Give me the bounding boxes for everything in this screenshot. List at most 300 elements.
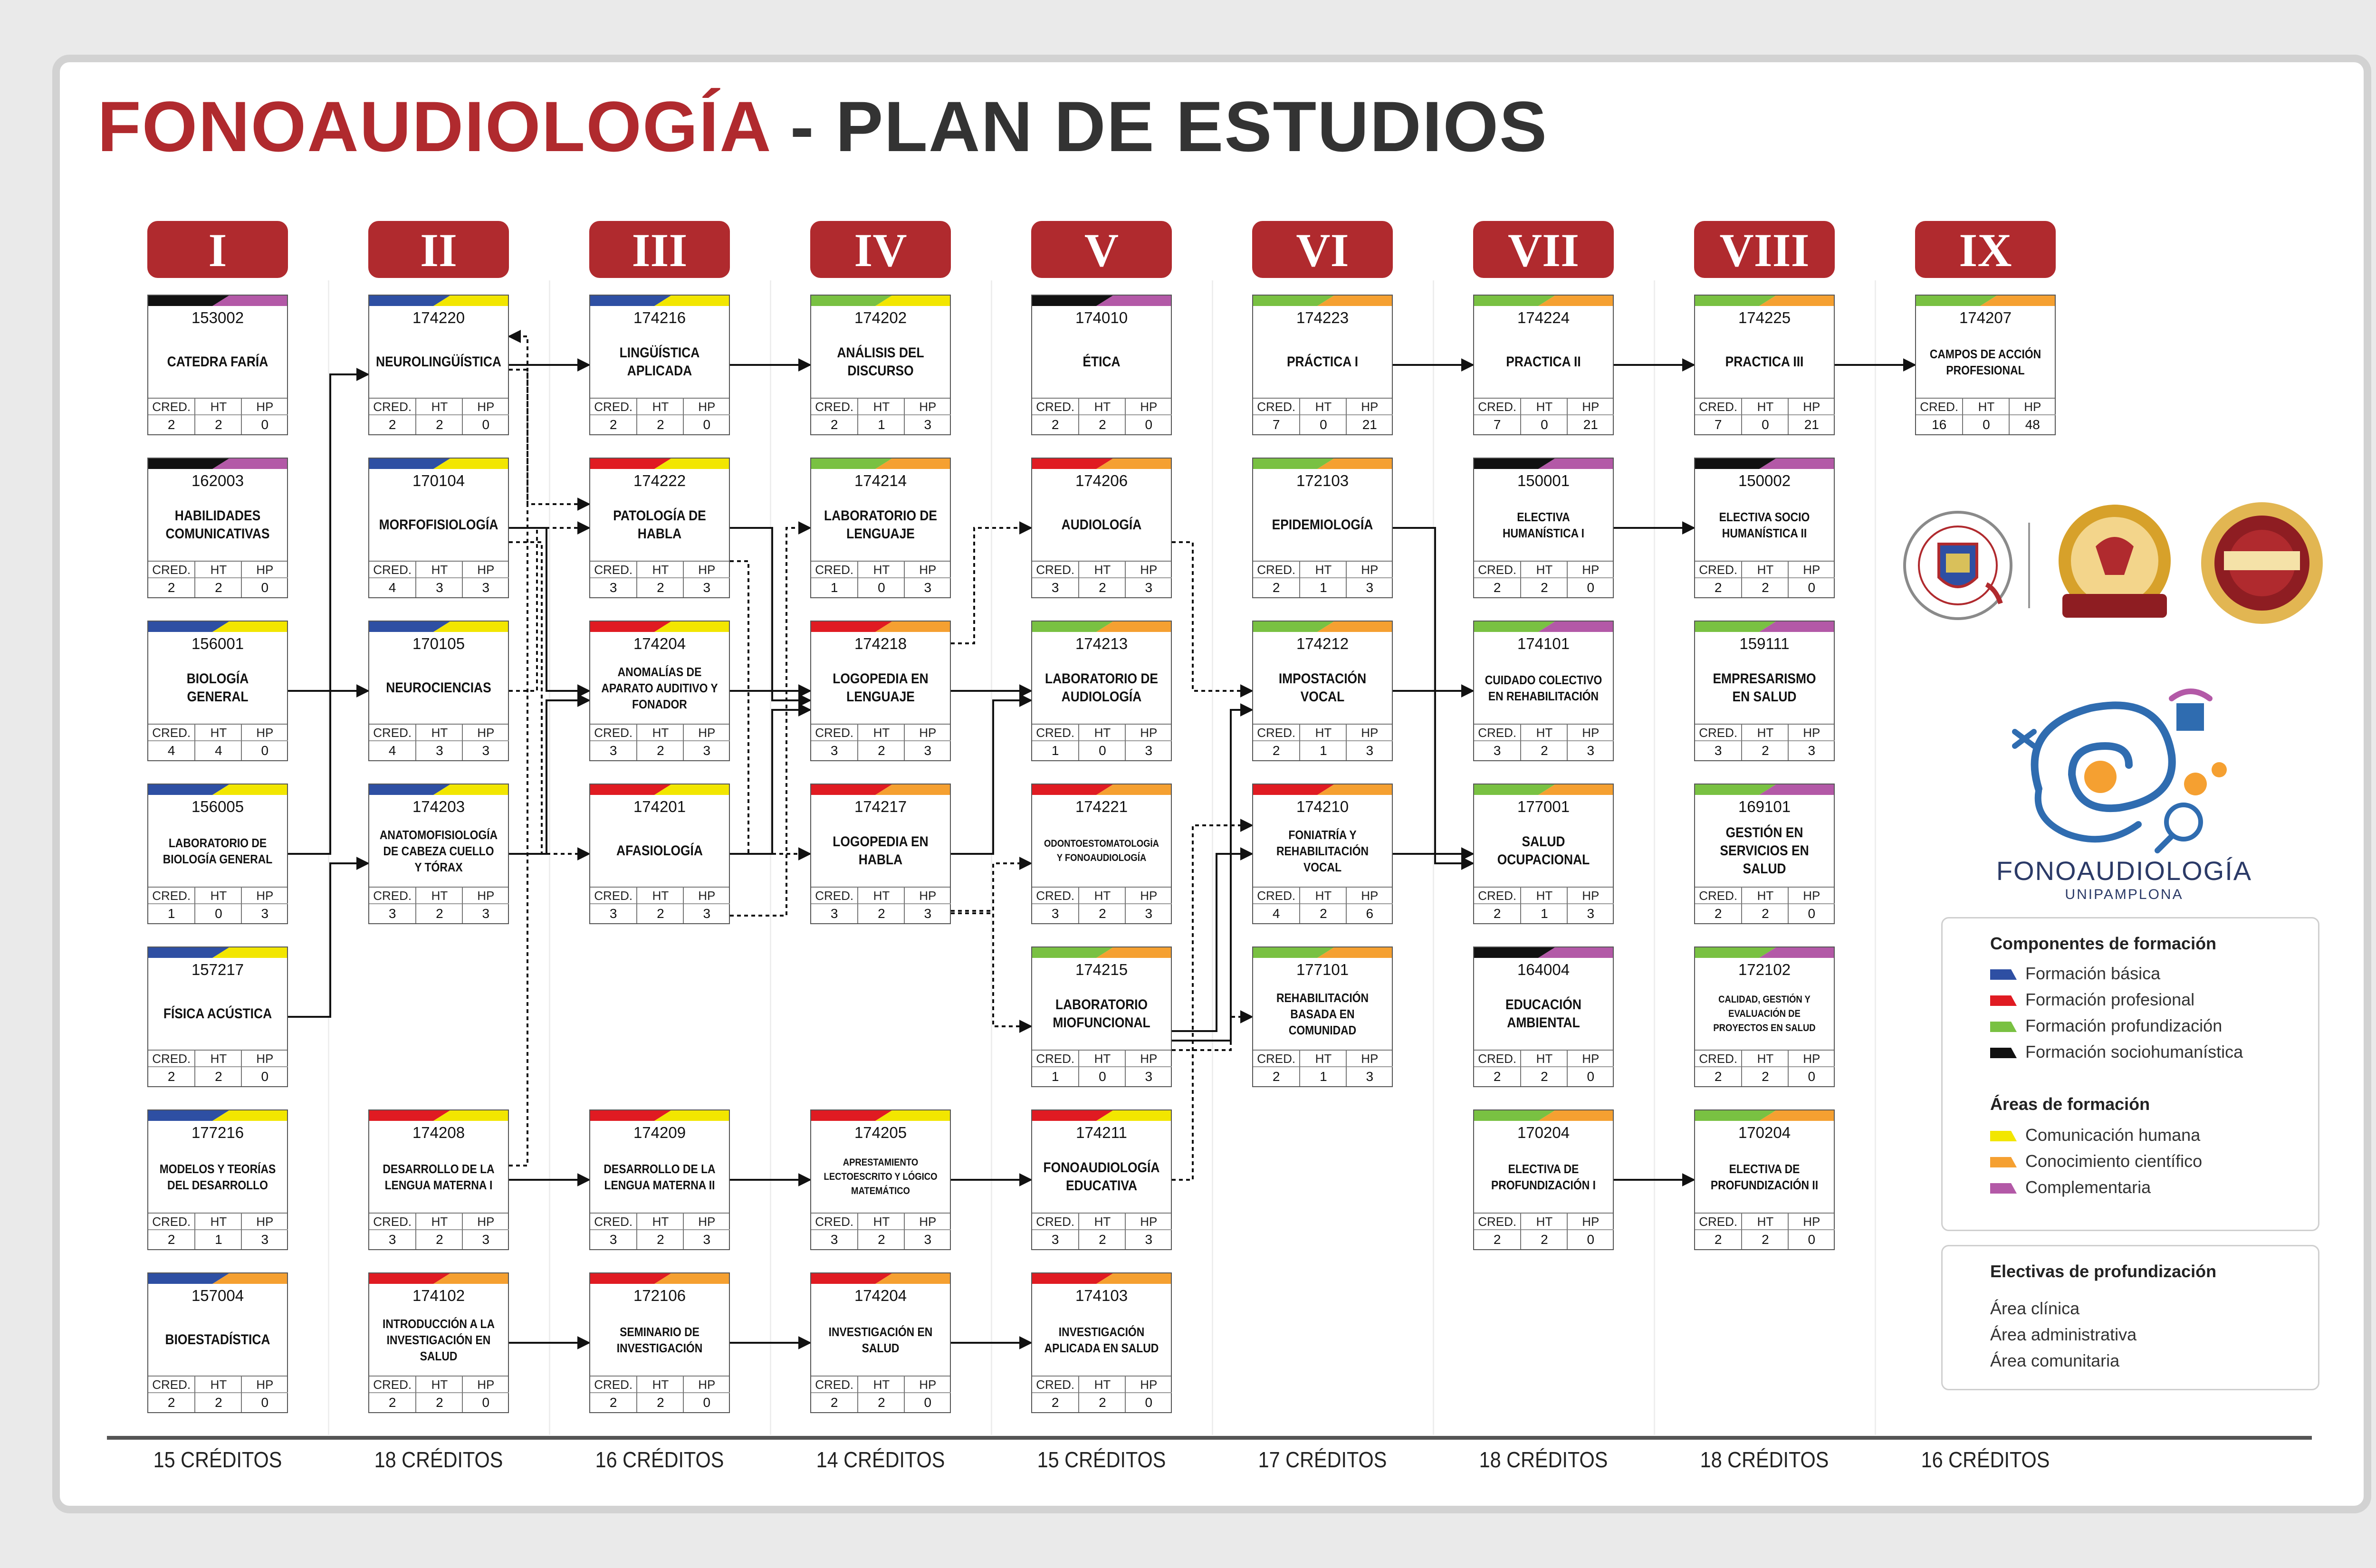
course-name: CATEDRA FARÍA bbox=[167, 354, 268, 370]
hp-label: HP bbox=[698, 1214, 716, 1229]
course-code: 174225 bbox=[1738, 309, 1791, 326]
cred-label: CRED. bbox=[152, 1214, 191, 1229]
course-code: 170105 bbox=[412, 635, 465, 652]
ht-label: HT bbox=[210, 1214, 227, 1229]
cred-label: CRED. bbox=[1478, 889, 1517, 903]
course-code: 174205 bbox=[854, 1124, 907, 1141]
course-card[interactable] bbox=[589, 621, 730, 761]
course-card[interactable] bbox=[810, 458, 951, 598]
cred-label: CRED. bbox=[1257, 726, 1296, 740]
cred-value: 3 bbox=[811, 1229, 857, 1249]
course-name: IMPOSTACIÓN VOCAL bbox=[1278, 670, 1367, 705]
semester-credits: 18 CRÉDITOS bbox=[1479, 1447, 1608, 1472]
semester-credits: 14 CRÉDITOS bbox=[816, 1447, 945, 1472]
course-hours-table bbox=[1695, 398, 1834, 434]
component-color-bar bbox=[148, 621, 287, 632]
ht-value: 0 bbox=[858, 577, 904, 597]
hp-value: 21 bbox=[1347, 414, 1393, 434]
course-name: ÉTICA bbox=[1083, 354, 1121, 370]
hp-value: 0 bbox=[1126, 1392, 1172, 1412]
course-code: 174204 bbox=[854, 1287, 907, 1304]
prerequisite-arrow bbox=[730, 691, 810, 700]
course-hours-table bbox=[590, 1376, 729, 1412]
course-name: PRACTICA III bbox=[1725, 354, 1804, 370]
ht-value: 2 bbox=[1079, 577, 1125, 597]
cred-value: 3 bbox=[369, 903, 415, 923]
ht-value: 2 bbox=[637, 414, 683, 434]
course-name: ELECTIVA HUMANÍSTICA I bbox=[1502, 509, 1585, 540]
hp-value: 3 bbox=[1347, 740, 1393, 760]
course-name: FONOAUDIOLOGÍA EDUCATIVA bbox=[1043, 1159, 1160, 1194]
university-seal-icon bbox=[1905, 512, 2011, 619]
course-card[interactable] bbox=[810, 784, 951, 924]
course-card[interactable] bbox=[1473, 295, 1614, 435]
cred-value: 7 bbox=[1253, 414, 1299, 434]
course-hours-table bbox=[811, 724, 950, 760]
course-card[interactable] bbox=[1473, 1109, 1614, 1250]
course-card[interactable] bbox=[1252, 295, 1393, 435]
ht-label: HT bbox=[652, 400, 669, 414]
electiva-area: Área clínica bbox=[1990, 1299, 2080, 1318]
component-color-bar bbox=[1253, 459, 1392, 469]
cred-value: 1 bbox=[1032, 740, 1078, 760]
hp-value: 0 bbox=[1789, 903, 1835, 923]
course-name: MODELOS Y TEORÍAS DEL DESARROLLO bbox=[159, 1161, 276, 1192]
hp-value: 0 bbox=[1568, 577, 1614, 597]
component-color-bar bbox=[1032, 621, 1171, 632]
ht-label: HT bbox=[1536, 889, 1553, 903]
component-color-bar bbox=[369, 296, 508, 306]
legend-item bbox=[1990, 1151, 2202, 1171]
course-card[interactable] bbox=[147, 947, 288, 1087]
hp-value: 3 bbox=[1347, 577, 1393, 597]
ht-value: 1 bbox=[195, 1229, 241, 1249]
hp-label: HP bbox=[919, 1377, 937, 1392]
brand-name: FONOAUDIOLOGÍA bbox=[1996, 856, 2252, 886]
course-name: SALUD OCUPACIONAL bbox=[1497, 833, 1590, 868]
hp-label: HP bbox=[477, 1377, 495, 1392]
cred-value: 1 bbox=[811, 577, 857, 597]
cred-value: 3 bbox=[1695, 740, 1741, 760]
ht-label: HT bbox=[210, 1377, 227, 1392]
hp-value: 0 bbox=[1568, 1229, 1614, 1249]
legend-swatch-icon bbox=[1990, 1183, 2017, 1194]
hp-value: 0 bbox=[463, 1392, 509, 1412]
course-card[interactable] bbox=[1694, 295, 1835, 435]
ht-value: 0 bbox=[1079, 1066, 1125, 1086]
course-name: HABILIDADES COMUNICATIVAS bbox=[165, 507, 270, 542]
prerequisite-arrow bbox=[730, 528, 810, 916]
ht-label: HT bbox=[431, 400, 448, 414]
course-card[interactable] bbox=[1031, 621, 1172, 761]
cred-label: CRED. bbox=[373, 400, 412, 414]
course-card[interactable] bbox=[589, 784, 730, 924]
course-code: 174210 bbox=[1296, 798, 1349, 815]
ht-label: HT bbox=[210, 563, 227, 577]
hp-value: 0 bbox=[242, 740, 288, 760]
course-name: INTRODUCCIÓN A LA INVESTIGACIÓN EN SALUD bbox=[382, 1316, 495, 1363]
cred-label: CRED. bbox=[1699, 1052, 1738, 1066]
course-card[interactable] bbox=[1473, 458, 1614, 598]
course-hours-table bbox=[1032, 1376, 1171, 1412]
course-card[interactable] bbox=[368, 458, 509, 598]
component-color-bar bbox=[148, 947, 287, 958]
course-hours-table bbox=[590, 887, 729, 923]
course-card[interactable] bbox=[368, 295, 509, 435]
hp-value: 0 bbox=[1789, 577, 1835, 597]
course-name: LABORATORIO DE BIOLOGÍA GENERAL bbox=[163, 835, 273, 866]
course-hours-table bbox=[1253, 887, 1392, 923]
course-hours-table bbox=[1032, 1050, 1171, 1086]
course-code: 174224 bbox=[1517, 309, 1570, 326]
semester-header: II bbox=[368, 221, 509, 278]
ht-value: 2 bbox=[1521, 1066, 1567, 1086]
cred-value: 2 bbox=[1474, 577, 1520, 597]
course-name: ANATOMOFISIOLOGÍA DE CABEZA CUELLO Y TÓRAX bbox=[379, 827, 498, 874]
course-card[interactable] bbox=[147, 1109, 288, 1250]
course-code: 174213 bbox=[1075, 635, 1128, 652]
ht-label: HT bbox=[1315, 400, 1332, 414]
semester-header: V bbox=[1031, 221, 1172, 278]
course-hours-table bbox=[1032, 561, 1171, 597]
cred-value: 2 bbox=[1695, 577, 1741, 597]
course-card[interactable] bbox=[589, 458, 730, 598]
course-hours-table bbox=[1032, 724, 1171, 760]
cred-value: 3 bbox=[590, 740, 636, 760]
component-color-bar bbox=[1474, 1110, 1613, 1121]
course-name: ANÁLISIS DEL DISCURSO bbox=[837, 344, 924, 379]
component-color-bar bbox=[590, 1110, 729, 1121]
cred-label: CRED. bbox=[1478, 726, 1517, 740]
course-card[interactable] bbox=[1252, 621, 1393, 761]
hp-value: 3 bbox=[242, 1229, 288, 1249]
cred-value: 2 bbox=[1695, 1229, 1741, 1249]
hp-value: 3 bbox=[1568, 740, 1614, 760]
course-code: 172106 bbox=[633, 1287, 686, 1304]
course-hours-table bbox=[1695, 887, 1834, 923]
component-color-bar bbox=[1032, 784, 1171, 795]
cred-value: 4 bbox=[148, 740, 194, 760]
hp-label: HP bbox=[1582, 563, 1600, 577]
component-color-bar bbox=[148, 784, 287, 795]
cred-label: CRED. bbox=[1257, 563, 1296, 577]
course-card[interactable] bbox=[1252, 784, 1393, 924]
ht-label: HT bbox=[652, 726, 669, 740]
course-card[interactable] bbox=[810, 1109, 951, 1250]
ht-label: HT bbox=[873, 400, 890, 414]
course-card[interactable] bbox=[368, 1109, 509, 1250]
course-code: 174218 bbox=[854, 635, 907, 652]
cred-value: 2 bbox=[1474, 1066, 1520, 1086]
ht-value: 2 bbox=[195, 1066, 241, 1086]
course-card[interactable] bbox=[1031, 458, 1172, 598]
hp-value: 3 bbox=[905, 740, 951, 760]
legend-label: Formación profesional bbox=[2025, 990, 2195, 1009]
international-accreditation-icon bbox=[2201, 502, 2323, 624]
course-card[interactable] bbox=[368, 1272, 509, 1413]
hp-value: 6 bbox=[1347, 903, 1393, 923]
prerequisite-arrow bbox=[288, 863, 368, 1017]
course-card[interactable] bbox=[589, 1272, 730, 1413]
course-code: 174103 bbox=[1075, 1287, 1128, 1304]
course-hours-table bbox=[369, 887, 508, 923]
course-code: 177101 bbox=[1296, 961, 1349, 978]
course-card[interactable] bbox=[1031, 1272, 1172, 1413]
ht-value: 2 bbox=[416, 1229, 462, 1249]
course-name: CUIDADO COLECTIVO EN REHABILITACIÓN bbox=[1485, 672, 1602, 703]
prerequisite-arrow bbox=[730, 528, 810, 691]
prerequisite-arrow bbox=[509, 370, 589, 504]
cred-label: CRED. bbox=[1699, 726, 1738, 740]
semester-header: IV bbox=[810, 221, 951, 278]
cred-value: 3 bbox=[811, 903, 857, 923]
hp-value: 3 bbox=[905, 577, 951, 597]
component-color-bar bbox=[811, 459, 950, 469]
hp-value: 3 bbox=[1126, 1229, 1172, 1249]
course-card[interactable] bbox=[589, 295, 730, 435]
cred-label: CRED. bbox=[594, 400, 633, 414]
course-code: 169101 bbox=[1738, 798, 1791, 815]
course-code: 156001 bbox=[191, 635, 244, 652]
legend-swatch-icon bbox=[1990, 995, 2017, 1006]
course-card[interactable] bbox=[1252, 458, 1393, 598]
course-card[interactable] bbox=[810, 295, 951, 435]
title-rest: - PLAN DE ESTUDIOS bbox=[790, 86, 1548, 166]
cred-value: 3 bbox=[590, 903, 636, 923]
course-card[interactable] bbox=[368, 621, 509, 761]
course-card[interactable] bbox=[1915, 295, 2056, 435]
ht-value: 2 bbox=[637, 577, 683, 597]
course-card[interactable] bbox=[1031, 947, 1172, 1087]
cred-label: CRED. bbox=[152, 726, 191, 740]
ht-value: 2 bbox=[858, 903, 904, 923]
course-card[interactable] bbox=[147, 621, 288, 761]
ht-value: 2 bbox=[416, 903, 462, 923]
course-card[interactable] bbox=[1694, 458, 1835, 598]
semester-header: III bbox=[589, 221, 730, 278]
component-color-bar bbox=[369, 1273, 508, 1284]
semester-header: VII bbox=[1473, 221, 1614, 278]
legend-label: Formación profundización bbox=[2025, 1016, 2223, 1035]
hp-label: HP bbox=[1140, 1052, 1158, 1066]
prerequisite-arrow bbox=[1172, 1017, 1252, 1050]
course-card[interactable] bbox=[1694, 1109, 1835, 1250]
ht-value: 1 bbox=[1300, 740, 1346, 760]
electiva-area: Área administrativa bbox=[1990, 1325, 2137, 1344]
cred-value: 3 bbox=[369, 1229, 415, 1249]
cred-label: CRED. bbox=[1699, 1214, 1738, 1229]
course-hours-table bbox=[1474, 398, 1613, 434]
cred-label: CRED. bbox=[594, 1214, 633, 1229]
cred-label: CRED. bbox=[815, 1377, 854, 1392]
ht-value: 2 bbox=[416, 414, 462, 434]
ht-value: 4 bbox=[195, 740, 241, 760]
bottom-rule bbox=[107, 1436, 2312, 1440]
course-code: 162003 bbox=[191, 472, 244, 489]
accreditation-seals bbox=[1901, 494, 2338, 637]
cred-label: CRED. bbox=[1036, 1052, 1075, 1066]
component-color-bar bbox=[1474, 459, 1613, 469]
ht-label: HT bbox=[210, 400, 227, 414]
course-code: 156005 bbox=[191, 798, 244, 815]
component-color-bar bbox=[1253, 947, 1392, 958]
brand-subtitle: UNIPAMPLONA bbox=[2065, 887, 2184, 902]
legend-item bbox=[1990, 1016, 2222, 1036]
course-card[interactable] bbox=[810, 1272, 951, 1413]
ht-label: HT bbox=[431, 563, 448, 577]
course-name: INVESTIGACIÓN APLICADA EN SALUD bbox=[1044, 1324, 1159, 1355]
ht-value: 2 bbox=[416, 1392, 462, 1412]
course-code: 172103 bbox=[1296, 472, 1349, 489]
cred-label: CRED. bbox=[152, 1377, 191, 1392]
hp-label: HP bbox=[1582, 400, 1600, 414]
cred-label: CRED. bbox=[1036, 889, 1075, 903]
hp-label: HP bbox=[1582, 889, 1600, 903]
cred-label: CRED. bbox=[373, 1214, 412, 1229]
component-color-bar bbox=[369, 784, 508, 795]
course-code: 174216 bbox=[633, 309, 686, 326]
component-color-bar bbox=[1253, 296, 1392, 306]
course-hours-table bbox=[1253, 398, 1392, 434]
ht-value: 1 bbox=[1300, 1066, 1346, 1086]
cred-value: 2 bbox=[1695, 903, 1741, 923]
hp-value: 0 bbox=[242, 577, 288, 597]
cred-label: CRED. bbox=[594, 889, 633, 903]
accreditation-badge-icon bbox=[2059, 505, 2171, 618]
semester-credits: 15 CRÉDITOS bbox=[1037, 1447, 1166, 1472]
prerequisite-arrow bbox=[730, 561, 810, 854]
legend-item bbox=[1990, 990, 2194, 1010]
hp-label: HP bbox=[1582, 1052, 1600, 1066]
course-name: CALIDAD, GESTIÓN Y EVALUACIÓN DE PROYECTOS EN SALUD bbox=[1713, 994, 1816, 1033]
hp-label: HP bbox=[256, 1214, 274, 1229]
course-name: LABORATORIO MIOFUNCIONAL bbox=[1053, 996, 1150, 1031]
course-name: BIOESTADÍSTICA bbox=[165, 1331, 270, 1348]
legend-label: Comunicación humana bbox=[2025, 1125, 2201, 1145]
cred-label: CRED. bbox=[152, 889, 191, 903]
cred-value: 2 bbox=[1032, 414, 1078, 434]
course-card[interactable] bbox=[1473, 784, 1614, 924]
course-card[interactable] bbox=[147, 1272, 288, 1413]
course-hours-table bbox=[1695, 561, 1834, 597]
component-color-bar bbox=[811, 621, 950, 632]
legend-label: Formación sociohumanística bbox=[2025, 1042, 2243, 1061]
semester-credits: 18 CRÉDITOS bbox=[374, 1447, 503, 1472]
component-color-bar bbox=[1032, 1110, 1171, 1121]
course-card[interactable] bbox=[1694, 784, 1835, 924]
ht-label: HT bbox=[873, 726, 890, 740]
course-name: APRESTAMIENTO LECTOESCRITO Y LÓGICO MATEMÁTICO bbox=[824, 1157, 938, 1196]
course-name: MORFOFISIOLOGÍA bbox=[379, 516, 498, 533]
ht-value: 2 bbox=[637, 903, 683, 923]
cred-label: CRED. bbox=[1036, 1377, 1075, 1392]
cred-value: 2 bbox=[148, 414, 194, 434]
ht-value: 2 bbox=[1521, 577, 1567, 597]
component-color-bar bbox=[590, 296, 729, 306]
course-card[interactable] bbox=[1031, 295, 1172, 435]
title-main: FONOAUDIOLOGÍA bbox=[97, 86, 770, 166]
component-color-bar bbox=[148, 1273, 287, 1284]
course-name: INVESTIGACIÓN EN SALUD bbox=[828, 1324, 933, 1355]
hp-value: 0 bbox=[242, 1392, 288, 1412]
ht-label: HT bbox=[431, 1214, 448, 1229]
prerequisite-arrow bbox=[951, 700, 1031, 854]
ht-label: HT bbox=[873, 563, 890, 577]
ht-label: HT bbox=[1757, 1052, 1774, 1066]
course-code: 174010 bbox=[1075, 309, 1128, 326]
course-name: CAMPOS DE ACCIÓN PROFESIONAL bbox=[1929, 346, 2041, 377]
hp-value: 0 bbox=[1789, 1066, 1835, 1086]
course-code: 174221 bbox=[1075, 798, 1128, 815]
course-code: 174217 bbox=[854, 798, 907, 815]
component-color-bar bbox=[590, 784, 729, 795]
ht-value: 0 bbox=[1300, 414, 1346, 434]
course-card[interactable] bbox=[1031, 1109, 1172, 1250]
cred-value: 2 bbox=[1474, 903, 1520, 923]
course-card[interactable] bbox=[147, 784, 288, 924]
ht-value: 0 bbox=[1521, 414, 1567, 434]
ht-value: 3 bbox=[416, 740, 462, 760]
ht-label: HT bbox=[1536, 563, 1553, 577]
course-hours-table bbox=[1695, 724, 1834, 760]
course-card[interactable] bbox=[589, 1109, 730, 1250]
component-color-bar bbox=[148, 296, 287, 306]
ht-value: 2 bbox=[1742, 1066, 1788, 1086]
course-name: NEUROLINGÜÍSTICA bbox=[376, 354, 501, 370]
course-code: 174202 bbox=[854, 309, 907, 326]
course-card[interactable] bbox=[1031, 784, 1172, 924]
ht-value: 2 bbox=[1079, 414, 1125, 434]
hp-value: 3 bbox=[684, 577, 730, 597]
course-card[interactable] bbox=[1473, 621, 1614, 761]
component-color-bar bbox=[369, 621, 508, 632]
course-hours-table bbox=[811, 561, 950, 597]
course-card[interactable] bbox=[1473, 947, 1614, 1087]
component-color-bar bbox=[1032, 1273, 1171, 1284]
ht-value: 2 bbox=[1742, 740, 1788, 760]
component-color-bar bbox=[1032, 947, 1171, 958]
course-hours-table bbox=[590, 398, 729, 434]
course-card[interactable] bbox=[147, 458, 288, 598]
hp-label: HP bbox=[1140, 1377, 1158, 1392]
hp-label: HP bbox=[1140, 726, 1158, 740]
course-hours-table bbox=[369, 561, 508, 597]
cred-value: 2 bbox=[811, 414, 857, 434]
course-name: REHABILITACIÓN BASADA EN COMUNIDAD bbox=[1276, 990, 1369, 1037]
course-card[interactable] bbox=[1694, 621, 1835, 761]
ht-value: 2 bbox=[1521, 740, 1567, 760]
course-card[interactable] bbox=[368, 784, 509, 924]
course-name: LOGOPEDIA EN HABLA bbox=[833, 833, 929, 868]
course-card[interactable] bbox=[1694, 947, 1835, 1087]
hp-label: HP bbox=[477, 400, 495, 414]
course-card[interactable] bbox=[1252, 947, 1393, 1087]
component-color-bar bbox=[369, 1110, 508, 1121]
ht-value: 2 bbox=[1742, 903, 1788, 923]
component-color-bar bbox=[369, 459, 508, 469]
course-hours-table bbox=[148, 398, 287, 434]
prerequisite-arrow bbox=[1172, 542, 1252, 691]
ht-label: HT bbox=[1757, 563, 1774, 577]
cred-value: 2 bbox=[1253, 577, 1299, 597]
hp-label: HP bbox=[919, 400, 937, 414]
prerequisite-arrow bbox=[1172, 854, 1252, 1031]
cred-value: 2 bbox=[148, 1392, 194, 1412]
course-card[interactable] bbox=[810, 621, 951, 761]
hp-label: HP bbox=[2024, 400, 2041, 414]
cred-label: CRED. bbox=[815, 889, 854, 903]
course-card[interactable] bbox=[147, 295, 288, 435]
